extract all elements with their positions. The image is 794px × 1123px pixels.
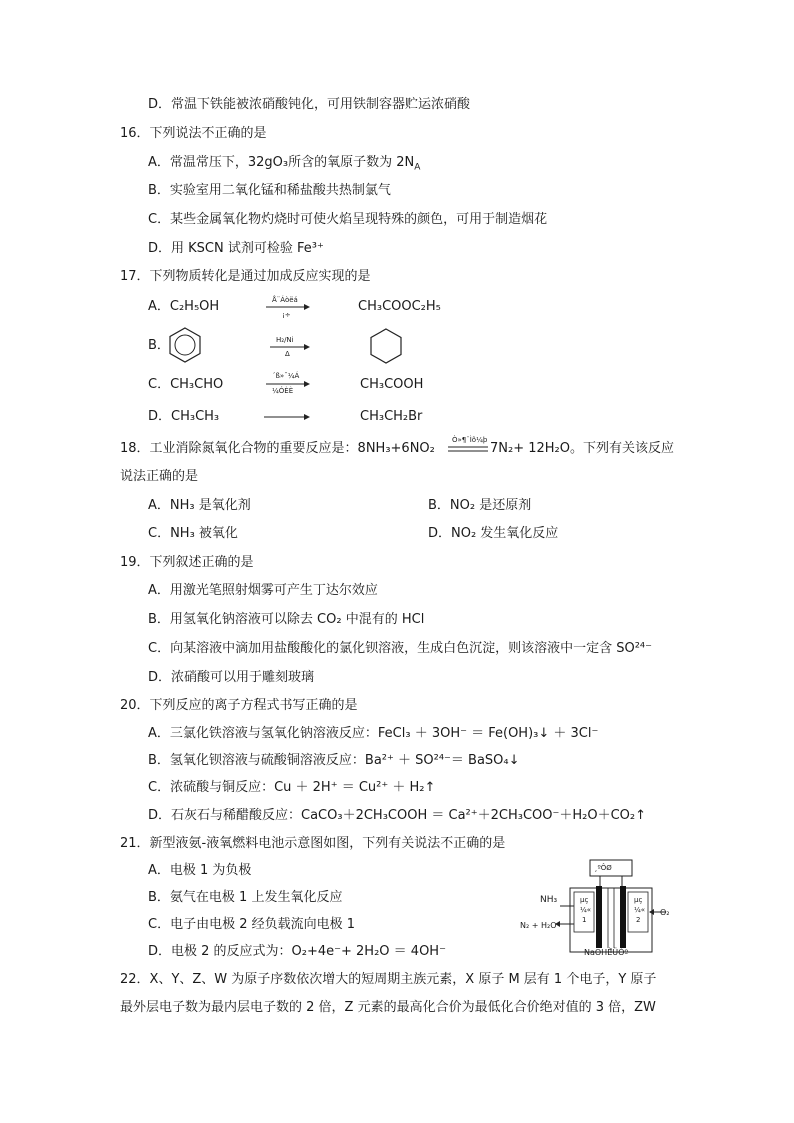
q17-a-condition-top: Å¨Áòëá (272, 296, 298, 304)
q16-option-c: C．某些金属氧化物灼烧时可使火焰呈现特殊的颜色，可用于制造烟花 (148, 212, 548, 227)
q17-a-arrow-icon (266, 303, 310, 311)
q18-option-b: B．NO₂ 是还原剂 (428, 498, 532, 513)
q19-option-a: A．用激光笔照射烟雾可产生丁达尔效应 (148, 583, 378, 598)
electrode-1-mid: ¼« (580, 906, 592, 914)
q18-stem-right: 7N₂+ 12H₂O。下列有关该反应 (490, 441, 674, 456)
outlet-label: N₂ + H₂O (520, 921, 557, 930)
q16-option-a (148, 154, 420, 172)
naoh-solution-label: NaOHÈÜÒº (584, 948, 629, 957)
electrode-2-number: 2 (636, 916, 641, 924)
q22-line2: 最外层电子数为最内层电子数的 2 倍，Z 元素的最高化合价为最低化合价绝对值的 3 倍，ZW (120, 1000, 656, 1015)
q20-option-d: D．石灰石与稀醋酸反应：CaCO₃＋2CH₃COOH ＝ Ca²⁺＋2CH₃COO⁻＋H₂O＋CO₂↑ (148, 808, 646, 823)
benzene-ring-icon (166, 326, 204, 364)
q18-equal-sign-icon (448, 445, 488, 453)
q18-option-a: A．NH₃ 是氧化剂 (148, 498, 251, 513)
q17-stem: 17．下列物质转化是通过加成反应实现的是 (120, 269, 371, 284)
q17-c-product: CH₃COOH (360, 377, 424, 392)
q19-option-c: C．向某溶液中滴加用盐酸酸化的氯化钡溶液，生成白色沉淀，则该溶液中一定含 SO²⁴⁻ (148, 641, 652, 656)
o2-inlet-label: O₂ (660, 908, 670, 917)
q17-option-c-label: C．CH₃CHO (148, 377, 224, 392)
nh3-inlet-label: NH₃ (540, 895, 558, 905)
q17-b-arrow-icon (270, 343, 310, 351)
q18-stem-line2: 说法正确的是 (120, 469, 199, 484)
q17-option-d-label: D．CH₃CH₃ (148, 409, 220, 424)
q17-b-condition-bottom: Δ (285, 350, 290, 358)
q17-c-condition-bottom: ¼ÓÈÈ (272, 387, 294, 395)
q17-d-arrow-icon (264, 413, 310, 421)
q20-stem: 20．下列反应的离子方程式书写正确的是 (120, 698, 358, 713)
q21-option-a: A．电极 1 为负极 (148, 863, 252, 878)
load-label: ¸ºÔØ (594, 864, 612, 872)
q18-condition: Ò»¶¨Ìõ¼þ (452, 436, 488, 444)
q16-option-a-sub: A (414, 162, 421, 173)
q15-option-d: D．常温下铁能被浓硝酸钝化，可用铁制容器贮运浓硝酸 (148, 97, 471, 112)
q20-option-a: A．三氯化铁溶液与氢氧化钠溶液反应：FeCl₃ ＋ 3OH⁻ ＝ Fe(OH)₃↓ ＋ 3Cl⁻ (148, 726, 599, 741)
electrode-2-top: µç (634, 896, 643, 904)
q21-stem: 21．新型液氨-液氧燃料电池示意图如图，下列有关说法不正确的是 (120, 836, 506, 851)
q20-option-b: B．氢氧化钡溶液与硫酸铜溶液反应：Ba²⁺ ＋ SO²⁴⁻＝ BaSO₄↓ (148, 753, 520, 768)
q17-d-product: CH₃CH₂Br (360, 409, 423, 424)
q17-option-a-label: A．C₂H₅OH (148, 299, 220, 314)
q22-line1: 22．X、Y、Z、W 为原子序数依次增大的短周期主族元素，X 原子 M 层有 1 个电子，Y 原子 (120, 972, 657, 987)
q16-option-a-text: A．常温常压下，32gO₃所含的氧原子数为 2N (148, 155, 415, 170)
q21-option-c: C．电子由电极 2 经负载流向电极 1 (148, 917, 356, 932)
q18-option-c: C．NH₃ 被氧化 (148, 526, 238, 541)
q16-option-b: B．实验室用二氧化锰和稀盐酸共热制氯气 (148, 183, 391, 198)
q19-option-d: D．浓硝酸可以用于雕刻玻璃 (148, 670, 315, 685)
electrode-1-number: 1 (582, 916, 587, 924)
q18-stem-left: 18．工业消除氮氧化合物的重要反应是：8NH₃+6NO₂ (120, 441, 435, 456)
electrode-2-mid: ¼« (634, 906, 646, 914)
q16-option-d: D．用 KSCN 试剂可检验 Fe³⁺ (148, 241, 324, 256)
q19-option-b: B．用氢氧化钠溶液可以除去 CO₂ 中混有的 HCl (148, 612, 425, 627)
q20-option-c: C．浓硫酸与铜反应：Cu ＋ 2H⁺ ＝ Cu²⁺ ＋ H₂↑ (148, 780, 436, 795)
q17-a-product: CH₃COOC₂H₅ (358, 299, 441, 314)
q18-option-d: D．NO₂ 发生氧化反应 (428, 526, 559, 541)
q17-a-condition-bottom: ¡÷ (282, 311, 291, 319)
q16-stem: 16．下列说法不正确的是 (120, 126, 267, 141)
cyclohexane-ring-icon (368, 327, 404, 365)
q19-stem: 19．下列叙述正确的是 (120, 555, 254, 570)
q21-option-b: B．氨气在电极 1 上发生氧化反应 (148, 890, 343, 905)
q21-option-d: D．电极 2 的反应式为：O₂+4e⁻+ 2H₂O ＝ 4OH⁻ (148, 944, 446, 959)
electrode-1-top: µç (580, 896, 589, 904)
q17-option-b-label: B． (148, 338, 170, 353)
q17-c-condition-top: ´ß»¯¼Á (272, 372, 300, 380)
q17-b-condition-top: H₂/Ni (276, 336, 294, 344)
